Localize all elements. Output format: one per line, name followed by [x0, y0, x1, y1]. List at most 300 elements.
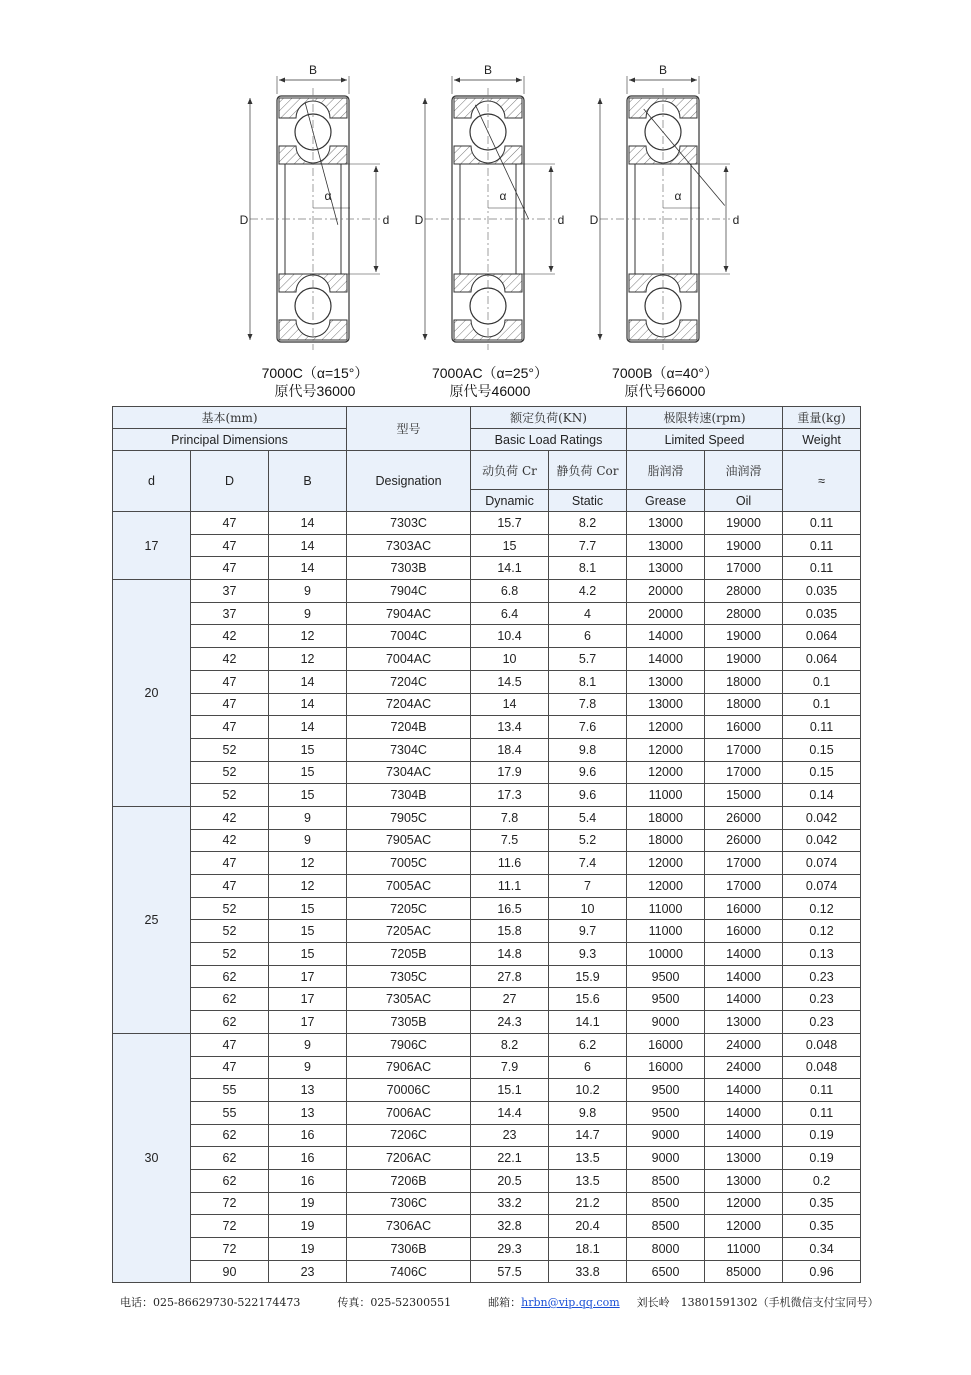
- dynamic-load-cell: 23: [471, 1124, 549, 1147]
- grease-speed-cell: 8500: [627, 1215, 705, 1238]
- designation-cell: 7004AC: [347, 648, 471, 671]
- designation-cell: 7306B: [347, 1238, 471, 1261]
- grease-speed-cell: 13000: [627, 557, 705, 580]
- header-oil-en: Oil: [705, 490, 783, 512]
- dynamic-load-cell: 6.8: [471, 580, 549, 603]
- static-load-cell: 9.8: [549, 1101, 627, 1124]
- bearing-section-drawing: [405, 58, 575, 358]
- header-col-D: D: [191, 451, 269, 512]
- static-load-cell: 9.8: [549, 738, 627, 761]
- label-contact-angle: α: [324, 189, 332, 203]
- dynamic-load-cell: 16.5: [471, 897, 549, 920]
- weight-cell: 0.15: [783, 761, 861, 784]
- dynamic-load-cell: 14.4: [471, 1101, 549, 1124]
- outer-diameter-cell: 52: [191, 738, 269, 761]
- dynamic-load-cell: 6.4: [471, 602, 549, 625]
- grease-speed-cell: 8500: [627, 1192, 705, 1215]
- dynamic-load-cell: 15.8: [471, 920, 549, 943]
- weight-cell: 0.035: [783, 602, 861, 625]
- designation-cell: 7206B: [347, 1169, 471, 1192]
- dynamic-load-cell: 11.6: [471, 852, 549, 875]
- table-row: [113, 738, 861, 761]
- table-row: [113, 557, 861, 580]
- header-oil-cn: 油润滑: [705, 451, 783, 490]
- oil-speed-cell: 24000: [705, 1056, 783, 1079]
- grease-speed-cell: 14000: [627, 648, 705, 671]
- dynamic-load-cell: 13.4: [471, 716, 549, 739]
- weight-cell: 0.11: [783, 1101, 861, 1124]
- oil-speed-cell: 16000: [705, 716, 783, 739]
- static-load-cell: 6.2: [549, 1033, 627, 1056]
- grease-speed-cell: 13000: [627, 693, 705, 716]
- width-cell: 15: [269, 920, 347, 943]
- designation-cell: 7004C: [347, 625, 471, 648]
- static-load-cell: 9.3: [549, 943, 627, 966]
- weight-cell: 0.048: [783, 1056, 861, 1079]
- static-load-cell: 33.8: [549, 1260, 627, 1283]
- width-cell: 17: [269, 988, 347, 1011]
- outer-diameter-cell: 42: [191, 829, 269, 852]
- oil-speed-cell: 14000: [705, 1101, 783, 1124]
- dynamic-load-cell: 57.5: [471, 1260, 549, 1283]
- dynamic-load-cell: 7.5: [471, 829, 549, 852]
- designation-cell: 7205AC: [347, 920, 471, 943]
- dynamic-load-cell: 7.9: [471, 1056, 549, 1079]
- width-cell: 14: [269, 716, 347, 739]
- designation-cell: 7304C: [347, 738, 471, 761]
- footer-phone: 电话：025-86629730-522174473: [120, 1296, 301, 1309]
- oil-speed-cell: 17000: [705, 557, 783, 580]
- grease-speed-cell: 9500: [627, 988, 705, 1011]
- oil-speed-cell: 19000: [705, 648, 783, 671]
- static-load-cell: 8.1: [549, 670, 627, 693]
- dynamic-load-cell: 27.8: [471, 965, 549, 988]
- table-row: [113, 1192, 861, 1215]
- weight-cell: 0.35: [783, 1215, 861, 1238]
- outer-diameter-cell: 55: [191, 1101, 269, 1124]
- label-width-B: B: [308, 63, 318, 77]
- dynamic-load-cell: 29.3: [471, 1238, 549, 1261]
- outer-diameter-cell: 42: [191, 648, 269, 671]
- oil-speed-cell: 12000: [705, 1192, 783, 1215]
- outer-diameter-cell: 47: [191, 534, 269, 557]
- weight-cell: 0.14: [783, 784, 861, 807]
- grease-speed-cell: 9000: [627, 1147, 705, 1170]
- grease-speed-cell: 8000: [627, 1238, 705, 1261]
- outer-diameter-cell: 47: [191, 557, 269, 580]
- width-cell: 17: [269, 965, 347, 988]
- figure-caption-type: 7000C（α=15°）: [261, 365, 369, 381]
- width-cell: 12: [269, 625, 347, 648]
- outer-diameter-cell: 62: [191, 1147, 269, 1170]
- grease-speed-cell: 20000: [627, 580, 705, 603]
- designation-cell: 7006AC: [347, 1101, 471, 1124]
- designation-cell: 7205B: [347, 943, 471, 966]
- footer-email-label: 邮箱：: [488, 1296, 522, 1309]
- weight-cell: 0.23: [783, 988, 861, 1011]
- oil-speed-cell: 28000: [705, 602, 783, 625]
- designation-cell: 70006C: [347, 1079, 471, 1102]
- designation-cell: 7406C: [347, 1260, 471, 1283]
- oil-speed-cell: 11000: [705, 1238, 783, 1261]
- designation-cell: 7303AC: [347, 534, 471, 557]
- header-load-cn: 额定负荷(KN): [471, 407, 627, 429]
- dynamic-load-cell: 22.1: [471, 1147, 549, 1170]
- static-load-cell: 20.4: [549, 1215, 627, 1238]
- label-outer-diameter-D: D: [589, 213, 599, 227]
- table-row: [113, 648, 861, 671]
- width-cell: 9: [269, 602, 347, 625]
- oil-speed-cell: 13000: [705, 1169, 783, 1192]
- header-weight-cn: 重量(kg): [783, 407, 861, 429]
- table-row: [113, 784, 861, 807]
- contact-footer: [120, 1294, 880, 1310]
- weight-cell: 0.074: [783, 852, 861, 875]
- oil-speed-cell: 18000: [705, 670, 783, 693]
- outer-diameter-cell: 52: [191, 943, 269, 966]
- outer-diameter-cell: 52: [191, 761, 269, 784]
- header-grease-cn: 脂润滑: [627, 451, 705, 490]
- grease-speed-cell: 9500: [627, 1101, 705, 1124]
- table-row: [113, 761, 861, 784]
- designation-cell: 7206C: [347, 1124, 471, 1147]
- static-load-cell: 4: [549, 602, 627, 625]
- bearing-figure-2: [405, 58, 575, 403]
- width-cell: 9: [269, 806, 347, 829]
- static-load-cell: 8.1: [549, 557, 627, 580]
- label-outer-diameter-D: D: [239, 213, 249, 227]
- grease-speed-cell: 10000: [627, 943, 705, 966]
- oil-speed-cell: 16000: [705, 897, 783, 920]
- header-dimensions-en: Principal Dimensions: [113, 429, 347, 451]
- oil-speed-cell: 17000: [705, 852, 783, 875]
- outer-diameter-cell: 72: [191, 1192, 269, 1215]
- grease-speed-cell: 9000: [627, 1011, 705, 1034]
- dynamic-load-cell: 14.5: [471, 670, 549, 693]
- label-contact-angle: α: [499, 189, 507, 203]
- table-row: [113, 716, 861, 739]
- oil-speed-cell: 24000: [705, 1033, 783, 1056]
- width-cell: 14: [269, 557, 347, 580]
- designation-cell: 7905AC: [347, 829, 471, 852]
- oil-speed-cell: 26000: [705, 806, 783, 829]
- header-load-en: Basic Load Ratings: [471, 429, 627, 451]
- grease-speed-cell: 16000: [627, 1033, 705, 1056]
- outer-diameter-cell: 47: [191, 852, 269, 875]
- table-row: [113, 1169, 861, 1192]
- static-load-cell: 13.5: [549, 1169, 627, 1192]
- label-contact-angle: α: [674, 189, 682, 203]
- header-weight-approx: ≈: [783, 451, 861, 512]
- grease-speed-cell: 12000: [627, 716, 705, 739]
- designation-cell: 7305B: [347, 1011, 471, 1034]
- outer-diameter-cell: 62: [191, 988, 269, 1011]
- table-row: [113, 1079, 861, 1102]
- static-load-cell: 5.7: [549, 648, 627, 671]
- static-load-cell: 18.1: [549, 1238, 627, 1261]
- weight-cell: 0.11: [783, 1079, 861, 1102]
- oil-speed-cell: 14000: [705, 943, 783, 966]
- weight-cell: 0.23: [783, 1011, 861, 1034]
- designation-cell: 7305C: [347, 965, 471, 988]
- weight-cell: 0.12: [783, 897, 861, 920]
- outer-diameter-cell: 47: [191, 716, 269, 739]
- grease-speed-cell: 9000: [627, 1124, 705, 1147]
- label-bore-d: d: [732, 213, 740, 227]
- bore-diameter-cell: 20: [113, 580, 191, 807]
- designation-cell: 7005AC: [347, 875, 471, 898]
- dynamic-load-cell: 24.3: [471, 1011, 549, 1034]
- table-row: [113, 965, 861, 988]
- width-cell: 23: [269, 1260, 347, 1283]
- outer-diameter-cell: 47: [191, 512, 269, 535]
- designation-cell: 7005C: [347, 852, 471, 875]
- table-body: [113, 512, 861, 1283]
- outer-diameter-cell: 47: [191, 693, 269, 716]
- width-cell: 19: [269, 1238, 347, 1261]
- static-load-cell: 6: [549, 1056, 627, 1079]
- designation-cell: 7205C: [347, 897, 471, 920]
- width-cell: 9: [269, 1056, 347, 1079]
- label-bore-d: d: [557, 213, 565, 227]
- header-designation-en: Designation: [347, 451, 471, 512]
- table-row: [113, 1215, 861, 1238]
- grease-speed-cell: 18000: [627, 829, 705, 852]
- width-cell: 15: [269, 943, 347, 966]
- weight-cell: 0.11: [783, 512, 861, 535]
- oil-speed-cell: 16000: [705, 920, 783, 943]
- weight-cell: 0.19: [783, 1147, 861, 1170]
- static-load-cell: 7.7: [549, 534, 627, 557]
- weight-cell: 0.042: [783, 829, 861, 852]
- designation-cell: 7204AC: [347, 693, 471, 716]
- grease-speed-cell: 13000: [627, 534, 705, 557]
- table-row: [113, 625, 861, 648]
- static-load-cell: 7: [549, 875, 627, 898]
- table-row: [113, 988, 861, 1011]
- dynamic-load-cell: 10.4: [471, 625, 549, 648]
- table-row: [113, 806, 861, 829]
- width-cell: 12: [269, 648, 347, 671]
- weight-cell: 0.15: [783, 738, 861, 761]
- bearing-section-drawing: [230, 58, 400, 358]
- table-row: [113, 1056, 861, 1079]
- width-cell: 9: [269, 1033, 347, 1056]
- dynamic-load-cell: 14: [471, 693, 549, 716]
- designation-cell: 7306AC: [347, 1215, 471, 1238]
- width-cell: 17: [269, 1011, 347, 1034]
- grease-speed-cell: 11000: [627, 897, 705, 920]
- width-cell: 14: [269, 693, 347, 716]
- weight-cell: 0.11: [783, 534, 861, 557]
- header-dynamic-en: Dynamic: [471, 490, 549, 512]
- bearing-figure-1: [230, 58, 400, 403]
- designation-cell: 7306C: [347, 1192, 471, 1215]
- table-row: [113, 1124, 861, 1147]
- header-col-d: d: [113, 451, 191, 512]
- weight-cell: 0.074: [783, 875, 861, 898]
- static-load-cell: 15.9: [549, 965, 627, 988]
- outer-diameter-cell: 42: [191, 625, 269, 648]
- grease-speed-cell: 12000: [627, 738, 705, 761]
- static-load-cell: 9.6: [549, 784, 627, 807]
- weight-cell: 0.2: [783, 1169, 861, 1192]
- dynamic-load-cell: 17.9: [471, 761, 549, 784]
- width-cell: 12: [269, 875, 347, 898]
- width-cell: 14: [269, 512, 347, 535]
- grease-speed-cell: 13000: [627, 670, 705, 693]
- outer-diameter-cell: 72: [191, 1238, 269, 1261]
- table-row: [113, 1101, 861, 1124]
- weight-cell: 0.064: [783, 625, 861, 648]
- table-row: [113, 512, 861, 535]
- footer-email-link[interactable]: hrbn@vip.qq.com: [521, 1296, 620, 1309]
- grease-speed-cell: 12000: [627, 852, 705, 875]
- outer-diameter-cell: 62: [191, 965, 269, 988]
- table-row: [113, 920, 861, 943]
- figure-caption-type: 7000B（α=40°）: [612, 365, 718, 381]
- static-load-cell: 10: [549, 897, 627, 920]
- outer-diameter-cell: 72: [191, 1215, 269, 1238]
- static-load-cell: 8.2: [549, 512, 627, 535]
- dynamic-load-cell: 7.8: [471, 806, 549, 829]
- width-cell: 15: [269, 784, 347, 807]
- dynamic-load-cell: 15: [471, 534, 549, 557]
- designation-cell: 7204C: [347, 670, 471, 693]
- table-row: [113, 602, 861, 625]
- static-load-cell: 15.6: [549, 988, 627, 1011]
- header-dynamic-cn: 动负荷 Cr: [471, 451, 549, 490]
- table-row: [113, 1033, 861, 1056]
- dynamic-load-cell: 17.3: [471, 784, 549, 807]
- designation-cell: 7303B: [347, 557, 471, 580]
- label-width-B: B: [483, 63, 493, 77]
- oil-speed-cell: 17000: [705, 875, 783, 898]
- grease-speed-cell: 9500: [627, 1079, 705, 1102]
- grease-speed-cell: 8500: [627, 1169, 705, 1192]
- oil-speed-cell: 14000: [705, 965, 783, 988]
- designation-cell: 7904C: [347, 580, 471, 603]
- table-row: [113, 693, 861, 716]
- static-load-cell: 9.6: [549, 761, 627, 784]
- weight-cell: 0.96: [783, 1260, 861, 1283]
- bore-diameter-cell: 25: [113, 806, 191, 1033]
- label-outer-diameter-D: D: [414, 213, 424, 227]
- grease-speed-cell: 12000: [627, 761, 705, 784]
- header-static-en: Static: [549, 490, 627, 512]
- grease-speed-cell: 20000: [627, 602, 705, 625]
- grease-speed-cell: 11000: [627, 920, 705, 943]
- width-cell: 9: [269, 580, 347, 603]
- designation-cell: 7304B: [347, 784, 471, 807]
- dynamic-load-cell: 8.2: [471, 1033, 549, 1056]
- header-col-B: B: [269, 451, 347, 512]
- grease-speed-cell: 16000: [627, 1056, 705, 1079]
- oil-speed-cell: 26000: [705, 829, 783, 852]
- outer-diameter-cell: 47: [191, 1033, 269, 1056]
- width-cell: 16: [269, 1147, 347, 1170]
- bore-diameter-cell: 17: [113, 512, 191, 580]
- table-row: [113, 829, 861, 852]
- static-load-cell: 7.8: [549, 693, 627, 716]
- width-cell: 13: [269, 1079, 347, 1102]
- dynamic-load-cell: 15.7: [471, 512, 549, 535]
- table-row: [113, 1260, 861, 1283]
- oil-speed-cell: 14000: [705, 988, 783, 1011]
- oil-speed-cell: 17000: [705, 738, 783, 761]
- width-cell: 12: [269, 852, 347, 875]
- bearing-spec-table: [112, 406, 861, 1283]
- table-row: [113, 534, 861, 557]
- oil-speed-cell: 19000: [705, 512, 783, 535]
- dynamic-load-cell: 14.8: [471, 943, 549, 966]
- oil-speed-cell: 13000: [705, 1011, 783, 1034]
- grease-speed-cell: 12000: [627, 875, 705, 898]
- figure-caption-type: 7000AC（α=25°）: [431, 365, 549, 381]
- table-row: [113, 580, 861, 603]
- weight-cell: 0.042: [783, 806, 861, 829]
- width-cell: 16: [269, 1169, 347, 1192]
- weight-cell: 0.1: [783, 670, 861, 693]
- oil-speed-cell: 18000: [705, 693, 783, 716]
- footer-fax: 传真：025-52300551: [337, 1296, 452, 1309]
- width-cell: 15: [269, 738, 347, 761]
- static-load-cell: 9.7: [549, 920, 627, 943]
- table-row: [113, 1238, 861, 1261]
- static-load-cell: 14.1: [549, 1011, 627, 1034]
- outer-diameter-cell: 62: [191, 1124, 269, 1147]
- label-width-B: B: [658, 63, 668, 77]
- weight-cell: 0.35: [783, 1192, 861, 1215]
- outer-diameter-cell: 42: [191, 806, 269, 829]
- table-row: [113, 943, 861, 966]
- grease-speed-cell: 11000: [627, 784, 705, 807]
- grease-speed-cell: 18000: [627, 806, 705, 829]
- table-row: [113, 852, 861, 875]
- width-cell: 19: [269, 1215, 347, 1238]
- dynamic-load-cell: 11.1: [471, 875, 549, 898]
- static-load-cell: 14.7: [549, 1124, 627, 1147]
- grease-speed-cell: 13000: [627, 512, 705, 535]
- designation-cell: 7904AC: [347, 602, 471, 625]
- weight-cell: 0.12: [783, 920, 861, 943]
- width-cell: 14: [269, 670, 347, 693]
- grease-speed-cell: 9500: [627, 965, 705, 988]
- outer-diameter-cell: 55: [191, 1079, 269, 1102]
- oil-speed-cell: 15000: [705, 784, 783, 807]
- static-load-cell: 7.4: [549, 852, 627, 875]
- weight-cell: 0.11: [783, 716, 861, 739]
- weight-cell: 0.34: [783, 1238, 861, 1261]
- grease-speed-cell: 14000: [627, 625, 705, 648]
- header-weight-en: Weight: [783, 429, 861, 451]
- outer-diameter-cell: 37: [191, 580, 269, 603]
- header-speed-en: Limited Speed: [627, 429, 783, 451]
- static-load-cell: 4.2: [549, 580, 627, 603]
- dynamic-load-cell: 18.4: [471, 738, 549, 761]
- dynamic-load-cell: 20.5: [471, 1169, 549, 1192]
- oil-speed-cell: 19000: [705, 534, 783, 557]
- header-grease-en: Grease: [627, 490, 705, 512]
- outer-diameter-cell: 52: [191, 920, 269, 943]
- weight-cell: 0.19: [783, 1124, 861, 1147]
- width-cell: 15: [269, 897, 347, 920]
- dynamic-load-cell: 15.1: [471, 1079, 549, 1102]
- table-row: [113, 1147, 861, 1170]
- width-cell: 9: [269, 829, 347, 852]
- width-cell: 14: [269, 534, 347, 557]
- designation-cell: 7206AC: [347, 1147, 471, 1170]
